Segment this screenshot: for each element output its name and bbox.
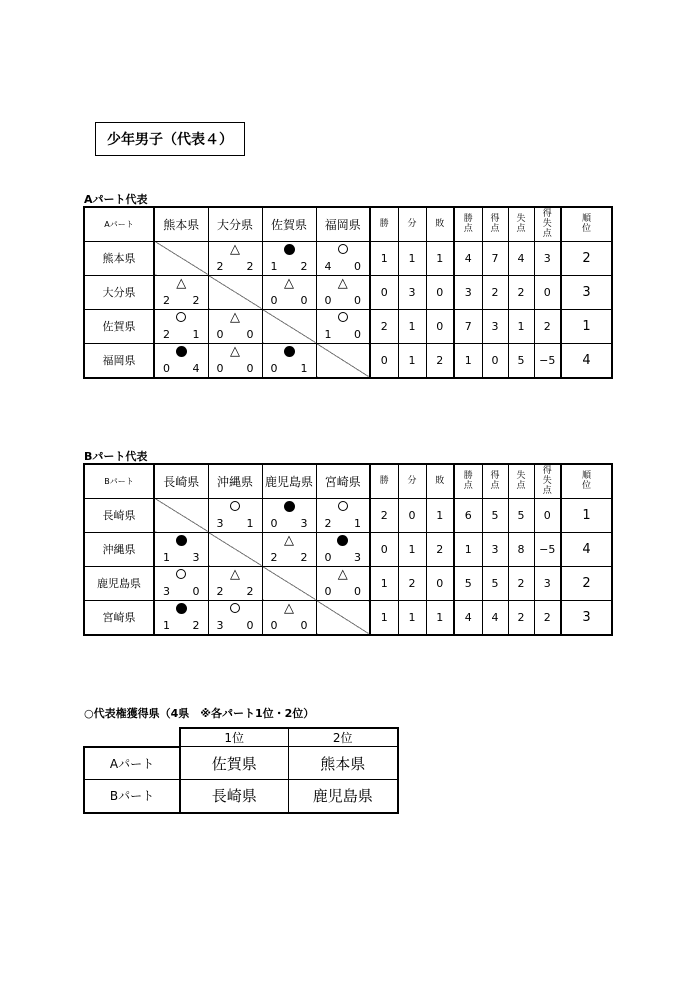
- loss-mark: [176, 346, 187, 357]
- score-for: 0: [216, 327, 224, 341]
- match-cell: [262, 241, 316, 275]
- loss-mark: [176, 603, 187, 614]
- score-for: 1: [163, 550, 170, 564]
- score-against: 0: [192, 584, 200, 598]
- score-for: 1: [270, 259, 278, 273]
- score-against: 0: [354, 293, 361, 307]
- results-table-b: [83, 463, 613, 636]
- match-cell: [154, 343, 208, 378]
- stat-value: 2: [508, 566, 534, 600]
- table-corner: Bパート: [84, 464, 154, 498]
- score-for: 1: [163, 618, 170, 632]
- rank-value: 1: [561, 498, 612, 532]
- stat-value: 3: [534, 241, 561, 275]
- score-against: 2: [300, 550, 308, 564]
- stat-value: 1: [398, 532, 426, 566]
- row-team-name: 鹿児島県: [84, 566, 154, 600]
- match-cell: [316, 309, 370, 343]
- stat-value: 1: [398, 600, 426, 635]
- qualifiers-corner: [84, 728, 180, 747]
- section-a-label: Aパート代表: [84, 193, 148, 206]
- self-match-cell: [154, 498, 208, 532]
- loss-mark: [284, 501, 295, 512]
- score-for: 3: [216, 516, 224, 530]
- header-stat-text: 分: [407, 219, 417, 230]
- draw-mark: △: [176, 275, 187, 291]
- score-for: 2: [163, 293, 170, 307]
- row-team-name: 沖縄県: [84, 532, 154, 566]
- row-team-name: 長崎県: [84, 498, 154, 532]
- stat-value: −5: [534, 343, 561, 378]
- score-against: 2: [246, 584, 254, 598]
- header-stat: [398, 207, 426, 241]
- stat-value: 1: [398, 241, 426, 275]
- stat-value: 1: [398, 309, 426, 343]
- stat-value: 2: [534, 600, 561, 635]
- header-stat: [561, 464, 612, 498]
- qualifiers-b-second: 鹿児島県: [288, 780, 398, 813]
- header-stat: [426, 207, 454, 241]
- row-team-name: 佐賀県: [84, 309, 154, 343]
- stat-value: 0: [370, 275, 398, 309]
- header-stat-text: 勝点: [463, 471, 473, 492]
- score-against: 3: [192, 550, 200, 564]
- rank-value: 2: [561, 566, 612, 600]
- header-stat-text: 敗: [435, 219, 445, 230]
- score-against: 3: [354, 550, 361, 564]
- stat-value: 1: [426, 498, 454, 532]
- match-cell: [154, 309, 208, 343]
- stat-value: 2: [370, 309, 398, 343]
- stat-value: 7: [454, 309, 482, 343]
- stat-value: 2: [370, 498, 398, 532]
- stat-value: 3: [454, 275, 482, 309]
- win-mark: [338, 244, 348, 254]
- match-cell: [154, 275, 208, 309]
- stat-value: 4: [482, 600, 508, 635]
- stat-value: 8: [508, 532, 534, 566]
- header-team: 沖縄県: [208, 464, 262, 498]
- header-stat: [454, 464, 482, 498]
- match-cell: [208, 600, 262, 635]
- header-stat-text: 得失点: [542, 209, 552, 240]
- stat-value: 1: [454, 532, 482, 566]
- self-match-cell: [154, 241, 208, 275]
- score-for: 2: [270, 550, 278, 564]
- stat-value: 6: [454, 498, 482, 532]
- win-mark: [338, 312, 348, 322]
- stat-value: 0: [534, 275, 561, 309]
- qualifiers-part-b: Bパート: [84, 780, 180, 813]
- match-cell: [208, 498, 262, 532]
- score-against: 3: [300, 516, 308, 530]
- match-cell: [208, 566, 262, 600]
- stat-value: 2: [508, 275, 534, 309]
- draw-mark: △: [337, 566, 348, 582]
- header-stat-text: 勝: [379, 219, 389, 230]
- header-team: 佐賀県: [262, 207, 316, 241]
- loss-mark: [284, 244, 295, 255]
- draw-mark: △: [284, 532, 294, 548]
- match-cell: [316, 241, 370, 275]
- score-for: 0: [216, 361, 224, 375]
- header-stat-text: 勝点: [463, 214, 473, 235]
- header-team: 宮崎県: [316, 464, 370, 498]
- score-against: 2: [192, 618, 200, 632]
- score-against: 0: [246, 327, 254, 341]
- win-mark: [176, 569, 186, 579]
- draw-mark: △: [230, 241, 240, 257]
- stat-value: 0: [426, 309, 454, 343]
- header-stat-text: 失点: [516, 471, 526, 492]
- table-corner: Aパート: [84, 207, 154, 241]
- score-for: 0: [324, 293, 332, 307]
- header-team: 熊本県: [154, 207, 208, 241]
- stat-value: 0: [398, 498, 426, 532]
- rank-value: 2: [561, 241, 612, 275]
- score-against: 0: [246, 361, 254, 375]
- stat-value: 2: [508, 600, 534, 635]
- stat-value: 4: [454, 241, 482, 275]
- stat-value: −5: [534, 532, 561, 566]
- score-for: 0: [270, 516, 278, 530]
- header-stat-text: 得点: [490, 471, 500, 492]
- header-stat: [508, 207, 534, 241]
- self-match-cell: [208, 532, 262, 566]
- score-for: 0: [324, 550, 332, 564]
- score-against: 1: [354, 516, 361, 530]
- score-against: 0: [300, 293, 308, 307]
- score-against: 4: [192, 361, 200, 375]
- stat-value: 7: [482, 241, 508, 275]
- rank-value: 3: [561, 275, 612, 309]
- row-team-name: 福岡県: [84, 343, 154, 378]
- match-cell: [262, 600, 316, 635]
- qualifiers-table: [83, 727, 399, 814]
- header-stat-text: 得点: [490, 214, 500, 235]
- stat-value: 1: [454, 343, 482, 378]
- stat-value: 4: [454, 600, 482, 635]
- results-table-a: [83, 206, 613, 379]
- stat-value: 3: [482, 532, 508, 566]
- stat-value: 2: [398, 566, 426, 600]
- score-for: 2: [216, 584, 224, 598]
- stat-value: 5: [482, 498, 508, 532]
- qualifiers-part-a: Aパート: [84, 747, 180, 780]
- match-cell: [316, 566, 370, 600]
- score-for: 2: [324, 516, 332, 530]
- stat-value: 2: [534, 309, 561, 343]
- stat-value: 0: [534, 498, 561, 532]
- score-against: 0: [354, 584, 361, 598]
- match-cell: [262, 343, 316, 378]
- stat-value: 2: [426, 343, 454, 378]
- stat-value: 1: [426, 241, 454, 275]
- stat-value: 0: [482, 343, 508, 378]
- self-match-cell: [316, 600, 370, 635]
- match-cell: [262, 275, 316, 309]
- header-stat: [370, 207, 398, 241]
- match-cell: [316, 532, 370, 566]
- header-team: 長崎県: [154, 464, 208, 498]
- qualifiers-header-first: 1位: [180, 728, 288, 747]
- match-cell: [154, 532, 208, 566]
- score-for: 3: [216, 618, 224, 632]
- header-stat-text: 敗: [435, 476, 445, 487]
- stat-value: 2: [482, 275, 508, 309]
- stat-value: 4: [508, 241, 534, 275]
- header-stat: [426, 464, 454, 498]
- self-match-cell: [316, 343, 370, 378]
- stat-value: 5: [454, 566, 482, 600]
- rank-value: 1: [561, 309, 612, 343]
- match-cell: [262, 498, 316, 532]
- match-cell: [208, 309, 262, 343]
- draw-mark: △: [230, 343, 240, 359]
- match-cell: [208, 241, 262, 275]
- stat-value: 2: [426, 532, 454, 566]
- header-team: 福岡県: [316, 207, 370, 241]
- score-against: 1: [246, 516, 254, 530]
- score-against: 0: [300, 618, 308, 632]
- stat-value: 0: [426, 275, 454, 309]
- stat-value: 1: [398, 343, 426, 378]
- stat-value: 5: [508, 498, 534, 532]
- header-stat: [561, 207, 612, 241]
- rank-value: 4: [561, 532, 612, 566]
- header-team: 鹿児島県: [262, 464, 316, 498]
- self-match-cell: [262, 566, 316, 600]
- stat-value: 1: [508, 309, 534, 343]
- score-for: 4: [324, 259, 332, 273]
- score-against: 2: [192, 293, 200, 307]
- header-stat-text: 勝: [379, 476, 389, 487]
- score-for: 2: [216, 259, 224, 273]
- stat-value: 1: [370, 600, 398, 635]
- self-match-cell: [208, 275, 262, 309]
- draw-mark: △: [230, 566, 240, 582]
- row-team-name: 宮崎県: [84, 600, 154, 635]
- page-title: 少年男子（代表４）: [95, 122, 245, 156]
- stat-value: 3: [534, 566, 561, 600]
- stat-value: 0: [426, 566, 454, 600]
- header-stat: [534, 464, 561, 498]
- score-against: 0: [246, 618, 254, 632]
- score-against: 2: [246, 259, 254, 273]
- section-b-label: Bパート代表: [84, 450, 148, 463]
- score-against: 1: [300, 361, 308, 375]
- match-cell: [154, 600, 208, 635]
- header-stat: [534, 207, 561, 241]
- score-against: 1: [192, 327, 200, 341]
- header-team: 大分県: [208, 207, 262, 241]
- loss-mark: [176, 535, 187, 546]
- rank-value: 3: [561, 600, 612, 635]
- header-stat: [482, 464, 508, 498]
- match-cell: [154, 566, 208, 600]
- header-stat-text: 分: [407, 476, 417, 487]
- score-for: 1: [324, 327, 332, 341]
- header-stat-text: 得失点: [542, 466, 552, 497]
- qualifiers-a-first: 佐賀県: [180, 747, 288, 780]
- match-cell: [208, 343, 262, 378]
- header-stat: [398, 464, 426, 498]
- draw-mark: △: [337, 275, 348, 291]
- qualifiers-header-second: 2位: [288, 728, 398, 747]
- draw-mark: △: [284, 275, 294, 291]
- header-stat-text: 順位: [581, 214, 591, 235]
- stat-value: 3: [398, 275, 426, 309]
- row-team-name: 熊本県: [84, 241, 154, 275]
- score-against: 0: [354, 327, 361, 341]
- header-stat: [454, 207, 482, 241]
- win-mark: [338, 501, 348, 511]
- qualifiers-title: ○代表権獲得県（4県 ※各パート1位・2位）: [84, 707, 315, 720]
- score-for: 0: [270, 361, 278, 375]
- draw-mark: △: [284, 600, 294, 616]
- score-for: 2: [163, 327, 170, 341]
- score-for: 0: [270, 293, 278, 307]
- score-for: 3: [163, 584, 170, 598]
- match-cell: [316, 275, 370, 309]
- draw-mark: △: [230, 309, 240, 325]
- row-team-name: 大分県: [84, 275, 154, 309]
- stat-value: 5: [508, 343, 534, 378]
- header-stat-text: 失点: [516, 214, 526, 235]
- match-cell: [262, 532, 316, 566]
- stat-value: 1: [426, 600, 454, 635]
- stat-value: 0: [370, 532, 398, 566]
- win-mark: [230, 501, 240, 511]
- rank-value: 4: [561, 343, 612, 378]
- loss-mark: [337, 535, 348, 546]
- header-stat-text: 順位: [581, 471, 591, 492]
- header-stat: [482, 207, 508, 241]
- qualifiers-b-first: 長崎県: [180, 780, 288, 813]
- self-match-cell: [262, 309, 316, 343]
- score-for: 0: [270, 618, 278, 632]
- score-for: 0: [324, 584, 332, 598]
- win-mark: [176, 312, 186, 322]
- loss-mark: [284, 346, 295, 357]
- stat-value: 1: [370, 566, 398, 600]
- score-for: 0: [163, 361, 170, 375]
- stat-value: 1: [370, 241, 398, 275]
- stat-value: 0: [370, 343, 398, 378]
- score-against: 2: [300, 259, 308, 273]
- qualifiers-a-second: 熊本県: [288, 747, 398, 780]
- stat-value: 3: [482, 309, 508, 343]
- score-against: 0: [354, 259, 361, 273]
- win-mark: [230, 603, 240, 613]
- match-cell: [316, 498, 370, 532]
- header-stat: [370, 464, 398, 498]
- stat-value: 5: [482, 566, 508, 600]
- header-stat: [508, 464, 534, 498]
